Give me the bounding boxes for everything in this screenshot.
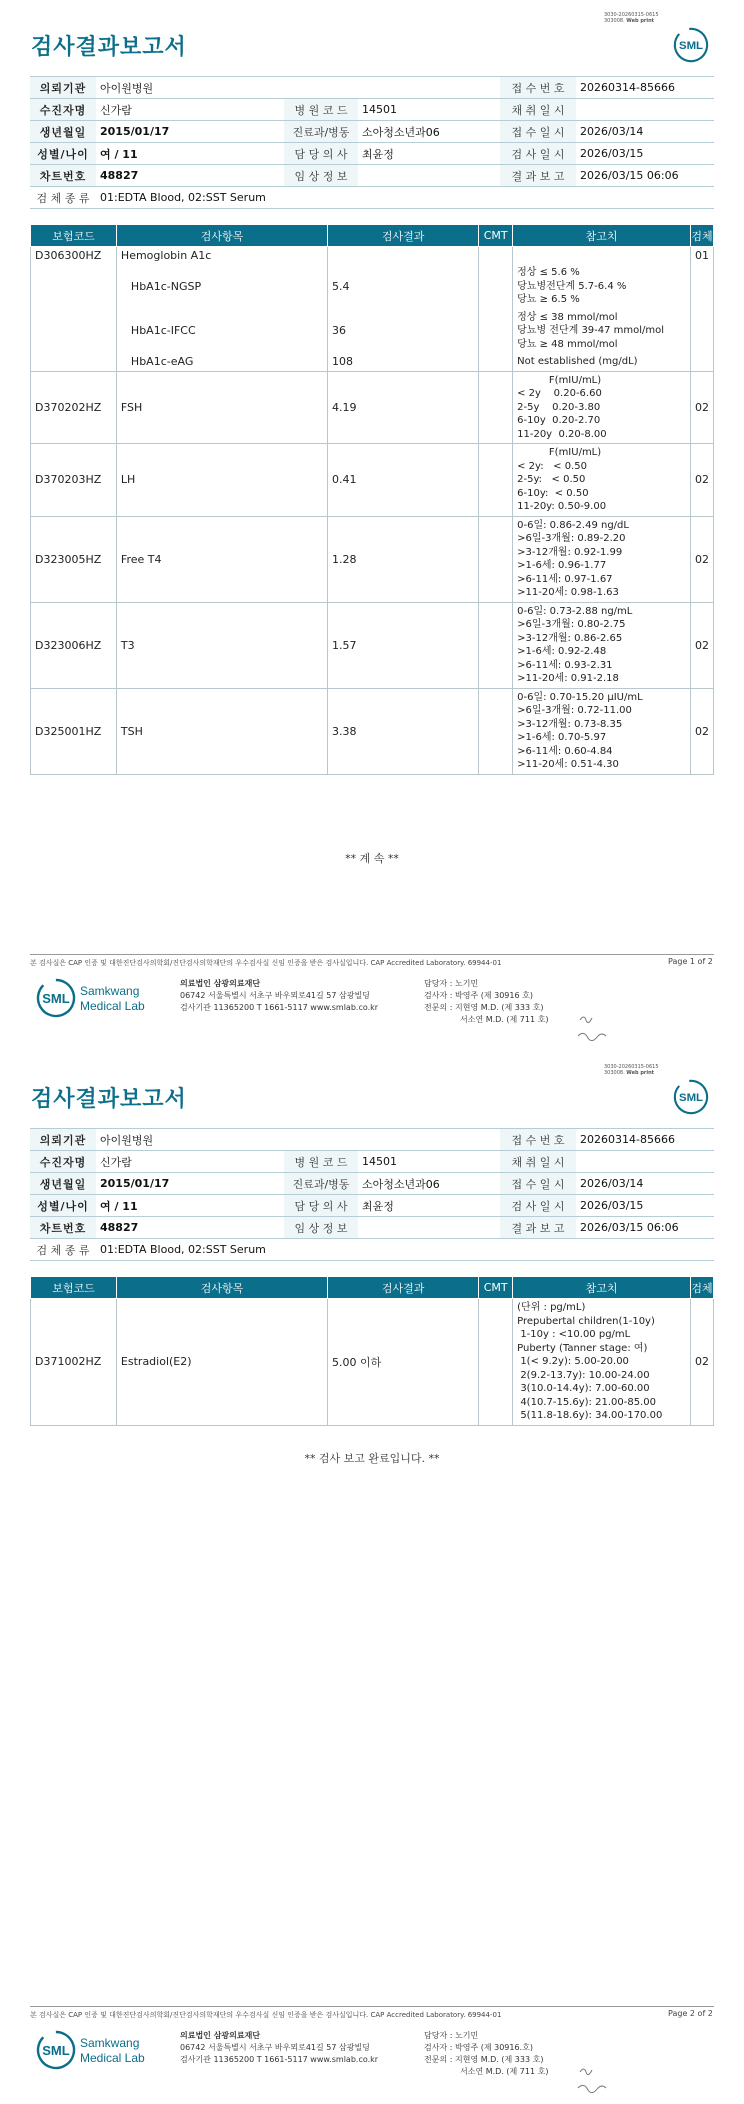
patient-info-table [30,76,714,209]
table-row [31,444,714,517]
org-info: 의료법인 삼광의료재단 06742 서울특별시 서초구 바우뫼로41길 57 삼광빌딩 검사기관 11365200 T 1661-5117 www.smlab.co.kr [180,2031,379,2064]
value-collection-date [576,1151,714,1173]
header-code: 보험코드 [31,225,117,247]
value-department: 소아청소년과06 [358,121,500,143]
value-clinical-info [358,165,500,187]
test-result: 0.41 [328,444,479,517]
label-chart-no: 차트번호 [30,165,96,187]
footer-note: 본 검사실은 CAP 인증 및 대한진단검사의학회/진단검사의학재단의 우수검사실 신임 인증을 받은 검사실입니다. CAP Accredited Laboratory. 69944-01 [30,959,502,967]
label-specimen-type: 검 체 종 류 [30,1239,96,1261]
test-name: FSH [116,371,327,444]
header-code: 보험코드 [31,1277,117,1299]
value-sex-age: 여 / 11 [96,1195,284,1217]
comment [479,247,513,372]
continued-note: ** 계 속 ** [345,852,399,865]
page-number: Page 1 of 2 [668,957,713,966]
sml-logo-icon [672,26,710,64]
value-collection-date [576,99,714,121]
reference-range: 0-6일: 0.86-2.49 ng/dL >6일-3개월: 0.89-2.20 >3-12개월: 0.92-1.99 >1-6세: 0.96-1.77 >6-11세: 0.97-1.67 >11-20세: 0.98-1.63 [513,516,691,602]
comment [479,1299,513,1426]
label-doctor: 담 당 의 사 [284,1195,358,1217]
test-name: TSH [116,688,327,774]
insurance-code: D325001HZ [31,688,117,774]
comment [479,444,513,517]
test-result: 1.28 [328,516,479,602]
reference-range: (단위 : pg/mL) Prepubertal children(1-10y) 1-10y : <10.00 pg/mL Puberty (Tanner stage: 여) 1(< 9.2y): 5.00-20.00 2(9.2-13.7y): 10.00-24.00 3(10.0-14.4y): 7.00-60.00 4(10.7-15.6y): 21.00-85.00 5(11.8-18.6y): 34.00-170.00 [513,1299,691,1426]
header-name: 검사항목 [116,225,327,247]
org-info: 의료법인 삼광의료재단 06742 서울특별시 서초구 바우뫼로41길 57 삼광빌딩 검사기관 11365200 T 1661-5117 www.smlab.co.kr [180,979,379,1012]
header-ref: 참고치 [513,1277,691,1299]
value-chart-no: 48827 [96,165,284,187]
label-chart-no: 차트번호 [30,1217,96,1239]
label-department: 진료과/병동 [284,1173,358,1195]
label-birthdate: 생년월일 [30,1173,96,1195]
table-subrow [31,264,714,309]
value-department: 소아청소년과06 [358,1173,500,1195]
value-receipt-no: 20260314-85666 [576,1129,714,1151]
specimen-code: 02 [690,1299,713,1426]
header-lab: 검체 [690,225,713,247]
value-hospital-code: 14501 [358,1151,500,1173]
svg-text:SML: SML [678,1091,704,1104]
svg-text:Samkwang: Samkwang [80,2036,140,2050]
comment [479,516,513,602]
test-result: 108 [328,353,479,371]
signature-icon [574,1010,610,1046]
header-result: 검사결과 [328,225,479,247]
samkwang-logo-icon [36,2028,156,2072]
svg-text:Medical Lab: Medical Lab [80,2051,145,2065]
header-cmt: CMT [479,225,513,247]
test-subname: HbA1c-IFCC [116,309,327,354]
svg-text:SML: SML [42,2043,70,2058]
test-name: Hemoglobin A1c [116,247,327,265]
reference-range: F(mIU/mL) < 2y 0.20-6.60 2-5y 0.20-3.80 6-10y 0.20-2.70 11-20y 0.20-8.00 [513,371,691,444]
reference-range: 0-6일: 0.73-2.88 ng/mL >6일-3개월: 0.80-2.75 >3-12개월: 0.86-2.65 >1-6세: 0.92-2.48 >6-11세: 0.93-2.31 >11-20세: 0.91-2.18 [513,602,691,688]
test-result: 1.57 [328,602,479,688]
value-doctor: 최윤정 [358,143,500,165]
value-birthdate: 2015/01/17 [96,121,284,143]
specimen-code: 02 [690,371,713,444]
label-sex-age: 성별/나이 [30,1195,96,1217]
completed-note: ** 검사 보고 완료입니다. ** [304,1452,440,1465]
reference-range: 정상 ≤ 38 mmol/mol 당뇨병 전단계 39-47 mmol/mol 당뇨 ≥ 48 mmol/mol [513,309,691,354]
label-test-date: 검 사 일 시 [500,1195,576,1217]
value-patient-name: 신가람 [96,99,284,121]
value-sex-age: 여 / 11 [96,143,284,165]
insurance-code: D323006HZ [31,602,117,688]
label-patient-name: 수진자명 [30,99,96,121]
reference-range: Not established (mg/dL) [513,353,691,371]
value-birthdate: 2015/01/17 [96,1173,284,1195]
header-name: 검사항목 [116,1277,327,1299]
test-result: 5.4 [328,264,479,309]
test-name: Free T4 [116,516,327,602]
staff-info: 담당자 : 노기민 검사자 : 박영주 (제 30916.호) 전문의 : 지현영 M.D. (제 333 호) 서소연 M.D. (제 711 호) [424,2031,549,2076]
table-row [31,516,714,602]
value-patient-name: 신가람 [96,1151,284,1173]
label-clinical-info: 임 상 정 보 [284,1217,358,1239]
value-test-date: 2026/03/15 [576,1195,714,1217]
label-report-date: 결 과 보 고 [500,1217,576,1239]
value-hospital-code: 14501 [358,99,500,121]
signature-icon [574,2062,610,2098]
test-name: Estradiol(E2) [116,1299,327,1426]
reference-range: 0-6일: 0.70-15.20 µIU/mL >6일-3개월: 0.72-11.00 >3-12개월: 0.73-8.35 >1-6세: 0.70-5.97 >6-11세: 0.60-4.84 >11-20세: 0.51-4.30 [513,688,691,774]
value-report-date: 2026/03/15 06:06 [576,1217,714,1239]
table-row [31,602,714,688]
value-doctor: 최윤정 [358,1195,500,1217]
specimen-code: 02 [690,444,713,517]
samkwang-logo-icon [36,976,156,1020]
label-report-date: 결 과 보 고 [500,165,576,187]
label-receipt-no: 접 수 번 호 [500,77,576,99]
results-table [30,224,714,775]
label-patient-name: 수진자명 [30,1151,96,1173]
label-receipt-date: 접 수 일 시 [500,121,576,143]
label-specimen-type: 검 체 종 류 [30,187,96,209]
results-table [30,1276,714,1426]
svg-text:Medical Lab: Medical Lab [80,999,145,1013]
value-requester: 아이원병원 [96,1129,500,1151]
table-subrow [31,309,714,354]
value-specimen-type: 01:EDTA Blood, 02:SST Serum [96,1239,714,1261]
test-subname: HbA1c-eAG [116,353,327,371]
comment [479,688,513,774]
reference-range: F(mIU/mL) < 2y: < 0.50 2-5y: < 0.50 6-10y: < 0.50 11-20y: 0.50-9.00 [513,444,691,517]
label-clinical-info: 임 상 정 보 [284,165,358,187]
comment [479,602,513,688]
table-row [31,1299,714,1426]
reference-range: 정상 ≤ 5.6 % 당뇨병전단계 5.7-6.4 % 당뇨 ≥ 6.5 % [513,264,691,309]
label-hospital-code: 병 원 코 드 [284,99,358,121]
comment [479,371,513,444]
report-title: 검사결과보고서 [31,35,187,60]
value-receipt-date: 2026/03/14 [576,121,714,143]
insurance-code: D371002HZ [31,1299,117,1426]
specimen-code: 02 [690,602,713,688]
label-receipt-date: 접 수 일 시 [500,1173,576,1195]
sml-logo-icon [672,1078,710,1116]
header-lab: 검체 [690,1277,713,1299]
svg-text:SML: SML [42,991,70,1006]
label-doctor: 담 당 의 사 [284,143,358,165]
table-row [31,371,714,444]
staff-info: 담당자 : 노기민 검사자 : 박영주 (제 30916 호) 전문의 : 지현영 M.D. (제 333 호) 서소연 M.D. (제 711 호) [424,979,549,1024]
header-ref: 참고치 [513,225,691,247]
test-result: 5.00 이하 [328,1299,479,1426]
label-collection-date: 채 취 일 시 [500,99,576,121]
test-subname: HbA1c-NGSP [116,264,327,309]
svg-text:SML: SML [678,39,704,52]
insurance-code: D306300HZ [31,247,117,372]
print-code: 3030-20260315-0615 303008. Web print [604,12,659,24]
label-department: 진료과/병동 [284,121,358,143]
label-collection-date: 채 취 일 시 [500,1151,576,1173]
svg-text:Samkwang: Samkwang [80,984,140,998]
patient-info-table [30,1128,714,1261]
report-page-2 [0,1052,744,2104]
label-birthdate: 생년월일 [30,121,96,143]
page-number: Page 2 of 2 [668,2009,713,2018]
test-result [328,247,479,265]
table-row [31,247,714,265]
header-result: 검사결과 [328,1277,479,1299]
value-chart-no: 48827 [96,1217,284,1239]
label-requester: 의뢰기관 [30,77,96,99]
report-title: 검사결과보고서 [31,1087,187,1112]
specimen-code: 01 [690,247,713,372]
test-name: LH [116,444,327,517]
label-receipt-no: 접 수 번 호 [500,1129,576,1151]
value-specimen-type: 01:EDTA Blood, 02:SST Serum [96,187,714,209]
label-requester: 의뢰기관 [30,1129,96,1151]
label-hospital-code: 병 원 코 드 [284,1151,358,1173]
value-test-date: 2026/03/15 [576,143,714,165]
footer-note: 본 검사실은 CAP 인증 및 대한진단검사의학회/진단검사의학재단의 우수검사실 신임 인증을 받은 검사실입니다. CAP Accredited Laboratory. 69944-01 [30,2011,502,2019]
test-name: T3 [116,602,327,688]
insurance-code: D323005HZ [31,516,117,602]
label-test-date: 검 사 일 시 [500,143,576,165]
print-code: 3030-20260315-0615 303008. Web print [604,1064,659,1076]
table-subrow [31,353,714,371]
value-clinical-info [358,1217,500,1239]
insurance-code: D370202HZ [31,371,117,444]
table-row [31,688,714,774]
value-receipt-no: 20260314-85666 [576,77,714,99]
reference-range [513,247,691,265]
test-result: 4.19 [328,371,479,444]
specimen-code: 02 [690,688,713,774]
value-requester: 아이원병원 [96,77,500,99]
specimen-code: 02 [690,516,713,602]
value-receipt-date: 2026/03/14 [576,1173,714,1195]
test-result: 36 [328,309,479,354]
insurance-code: D370203HZ [31,444,117,517]
label-sex-age: 성별/나이 [30,143,96,165]
value-report-date: 2026/03/15 06:06 [576,165,714,187]
header-cmt: CMT [479,1277,513,1299]
test-result: 3.38 [328,688,479,774]
